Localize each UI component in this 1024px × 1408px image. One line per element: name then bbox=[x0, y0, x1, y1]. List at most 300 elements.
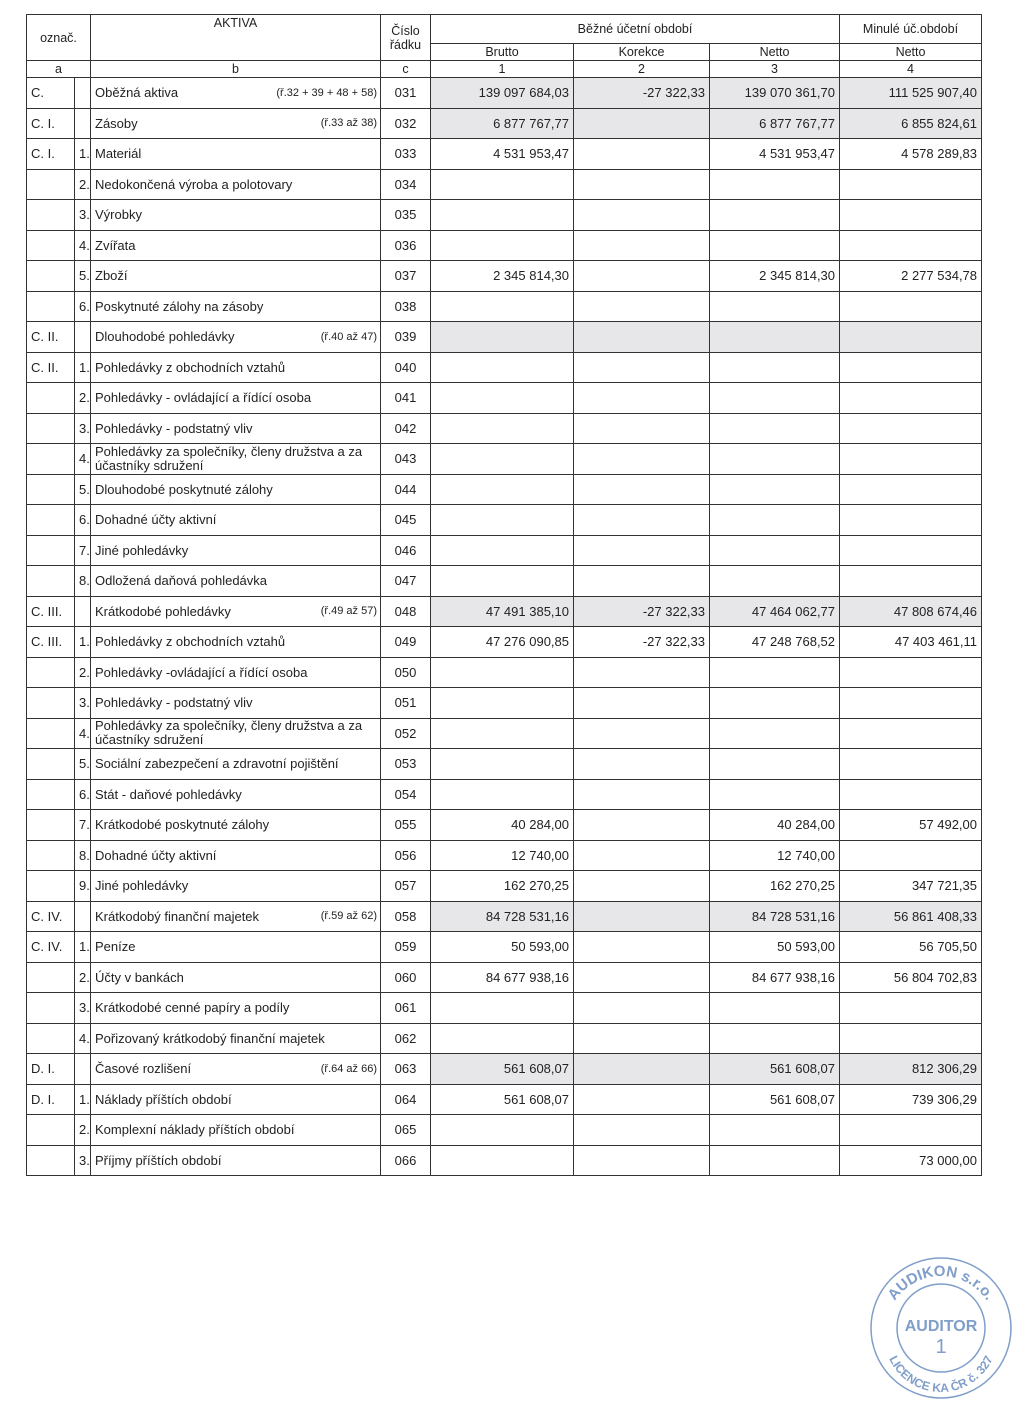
row-netto bbox=[710, 718, 840, 749]
table-row bbox=[27, 474, 982, 505]
svg-text:LICENCE KA ČR č. 327 bbox=[886, 1353, 996, 1395]
row-label-text: Dlouhodobé pohledávky bbox=[95, 329, 235, 345]
row-korekce bbox=[574, 1084, 710, 1115]
row-line-number: 039 bbox=[381, 322, 431, 353]
row-netto bbox=[710, 505, 840, 536]
table-row bbox=[27, 139, 982, 170]
table-row bbox=[27, 871, 982, 902]
row-brutto: 561 608,07 bbox=[431, 1084, 574, 1115]
row-label bbox=[91, 230, 381, 261]
row-netto-prev bbox=[840, 505, 982, 536]
row-netto-prev bbox=[840, 322, 982, 353]
row-index: 8. bbox=[75, 840, 91, 871]
row-code: C. III. bbox=[27, 627, 75, 658]
row-index: 5. bbox=[75, 261, 91, 292]
row-netto bbox=[710, 413, 840, 444]
table-row bbox=[27, 383, 982, 414]
row-korekce bbox=[574, 200, 710, 231]
row-index: 1. bbox=[75, 932, 91, 963]
row-netto: 162 270,25 bbox=[710, 871, 840, 902]
row-line-number: 035 bbox=[381, 200, 431, 231]
row-line-number: 057 bbox=[381, 871, 431, 902]
row-brutto: 47 276 090,85 bbox=[431, 627, 574, 658]
row-line-number: 066 bbox=[381, 1145, 431, 1176]
table-row bbox=[27, 810, 982, 841]
row-code: C. II. bbox=[27, 352, 75, 383]
row-line-number: 049 bbox=[381, 627, 431, 658]
row-netto bbox=[710, 291, 840, 322]
row-korekce bbox=[574, 840, 710, 871]
row-label bbox=[91, 352, 381, 383]
row-netto-prev bbox=[840, 200, 982, 231]
row-brutto: 2 345 814,30 bbox=[431, 261, 574, 292]
row-brutto bbox=[431, 535, 574, 566]
row-korekce bbox=[574, 1145, 710, 1176]
row-brutto bbox=[431, 291, 574, 322]
row-label-text: Pohledávky - ovládající a řídící osoba bbox=[95, 390, 312, 406]
row-brutto: 561 608,07 bbox=[431, 1054, 574, 1085]
row-label-text: Krátkodobé pohledávky bbox=[95, 603, 231, 619]
row-code bbox=[27, 474, 75, 505]
row-brutto bbox=[431, 1023, 574, 1054]
row-korekce bbox=[574, 1023, 710, 1054]
row-korekce bbox=[574, 932, 710, 963]
row-korekce bbox=[574, 688, 710, 719]
row-korekce bbox=[574, 810, 710, 841]
table-row bbox=[27, 230, 982, 261]
header-brutto: Brutto bbox=[431, 44, 574, 61]
row-index: 8. bbox=[75, 566, 91, 597]
header-col-b: b bbox=[91, 61, 381, 78]
row-netto-prev: 111 525 907,40 bbox=[840, 78, 982, 109]
table-row bbox=[27, 779, 982, 810]
row-label-text: Pohledávky z obchodních vztahů bbox=[95, 359, 286, 375]
row-brutto bbox=[431, 352, 574, 383]
header-cislo-radku: Číslo řádku bbox=[381, 15, 431, 61]
row-korekce bbox=[574, 718, 710, 749]
row-code bbox=[27, 749, 75, 780]
row-korekce bbox=[574, 444, 710, 475]
row-netto bbox=[710, 383, 840, 414]
row-code bbox=[27, 871, 75, 902]
row-label bbox=[91, 139, 381, 170]
row-code bbox=[27, 840, 75, 871]
header-col-3: 3 bbox=[710, 61, 840, 78]
row-brutto bbox=[431, 413, 574, 444]
row-netto-prev: 47 808 674,46 bbox=[840, 596, 982, 627]
row-index: 2. bbox=[75, 962, 91, 993]
row-netto-prev bbox=[840, 291, 982, 322]
table-row bbox=[27, 962, 982, 993]
row-netto-prev bbox=[840, 474, 982, 505]
table-row bbox=[27, 627, 982, 658]
row-code bbox=[27, 200, 75, 231]
row-brutto bbox=[431, 474, 574, 505]
row-label bbox=[91, 901, 381, 932]
row-label bbox=[91, 718, 381, 749]
row-index: 2. bbox=[75, 1115, 91, 1146]
row-label bbox=[91, 749, 381, 780]
row-brutto bbox=[431, 718, 574, 749]
row-korekce bbox=[574, 535, 710, 566]
row-korekce: -27 322,33 bbox=[574, 78, 710, 109]
row-korekce bbox=[574, 108, 710, 139]
row-brutto: 6 877 767,77 bbox=[431, 108, 574, 139]
table-row bbox=[27, 901, 982, 932]
row-label-text: Jiné pohledávky bbox=[95, 878, 189, 894]
header-korekce: Korekce bbox=[574, 44, 710, 61]
row-brutto: 84 728 531,16 bbox=[431, 901, 574, 932]
row-brutto bbox=[431, 688, 574, 719]
row-korekce bbox=[574, 657, 710, 688]
row-netto: 50 593,00 bbox=[710, 932, 840, 963]
row-index: 3. bbox=[75, 1145, 91, 1176]
row-code: C. II. bbox=[27, 322, 75, 353]
row-label bbox=[91, 383, 381, 414]
row-code: C. IV. bbox=[27, 932, 75, 963]
row-code bbox=[27, 718, 75, 749]
row-label-text: Pohledávky -ovládající a řídící osoba bbox=[95, 664, 308, 680]
row-label-text: Příjmy příštích období bbox=[95, 1152, 222, 1168]
row-line-number: 062 bbox=[381, 1023, 431, 1054]
header-oznac: označ. bbox=[27, 15, 91, 61]
row-index: 4. bbox=[75, 1023, 91, 1054]
row-label-text: Oběžná aktiva bbox=[95, 85, 179, 101]
row-netto-prev: 739 306,29 bbox=[840, 1084, 982, 1115]
row-line-number: 040 bbox=[381, 352, 431, 383]
row-label-text: Zásoby bbox=[95, 115, 138, 131]
header-col-4: 4 bbox=[840, 61, 982, 78]
row-korekce bbox=[574, 352, 710, 383]
row-korekce bbox=[574, 962, 710, 993]
row-index: 1. bbox=[75, 1084, 91, 1115]
aktiva-table bbox=[26, 14, 982, 1176]
row-line-number: 043 bbox=[381, 444, 431, 475]
row-line-number: 052 bbox=[381, 718, 431, 749]
row-netto: 47 248 768,52 bbox=[710, 627, 840, 658]
row-netto-prev bbox=[840, 230, 982, 261]
row-label-text: Zvířata bbox=[95, 237, 136, 253]
row-formula: (ř.59 až 62) bbox=[320, 910, 377, 923]
row-label-text: Pohledávky - podstatný vliv bbox=[95, 420, 253, 436]
row-label bbox=[91, 444, 381, 475]
row-code bbox=[27, 993, 75, 1024]
row-label-text: Stát - daňové pohledávky bbox=[95, 786, 242, 802]
row-netto bbox=[710, 1115, 840, 1146]
row-netto bbox=[710, 749, 840, 780]
row-korekce bbox=[574, 413, 710, 444]
row-korekce bbox=[574, 779, 710, 810]
row-code bbox=[27, 291, 75, 322]
row-label bbox=[91, 505, 381, 536]
row-label bbox=[91, 657, 381, 688]
row-brutto bbox=[431, 230, 574, 261]
row-netto: 6 877 767,77 bbox=[710, 108, 840, 139]
row-label bbox=[91, 261, 381, 292]
row-korekce bbox=[574, 474, 710, 505]
row-index: 9. bbox=[75, 871, 91, 902]
row-brutto bbox=[431, 566, 574, 597]
row-label-text: Náklady příštích období bbox=[95, 1091, 232, 1107]
table-row bbox=[27, 657, 982, 688]
row-korekce bbox=[574, 1054, 710, 1085]
header-col-a: a bbox=[27, 61, 91, 78]
row-formula: (ř.40 až 47) bbox=[320, 330, 377, 343]
row-korekce bbox=[574, 230, 710, 261]
row-label-text: Dohadné účty aktivní bbox=[95, 847, 217, 863]
row-index: 3. bbox=[75, 413, 91, 444]
row-line-number: 058 bbox=[381, 901, 431, 932]
row-label bbox=[91, 779, 381, 810]
row-label-text: Účty v bankách bbox=[95, 969, 184, 985]
row-label bbox=[91, 169, 381, 200]
row-netto-prev bbox=[840, 535, 982, 566]
row-label-text: Dohadné účty aktivní bbox=[95, 512, 217, 528]
row-netto-prev: 56 804 702,83 bbox=[840, 962, 982, 993]
row-line-number: 048 bbox=[381, 596, 431, 627]
row-index: 4. bbox=[75, 718, 91, 749]
row-korekce bbox=[574, 749, 710, 780]
row-label bbox=[91, 962, 381, 993]
row-code: D. I. bbox=[27, 1084, 75, 1115]
row-index: 5. bbox=[75, 749, 91, 780]
row-netto bbox=[710, 535, 840, 566]
table-row bbox=[27, 261, 982, 292]
row-brutto bbox=[431, 1145, 574, 1176]
row-label bbox=[91, 108, 381, 139]
row-index: 4. bbox=[75, 230, 91, 261]
row-netto: 2 345 814,30 bbox=[710, 261, 840, 292]
row-line-number: 051 bbox=[381, 688, 431, 719]
row-line-number: 053 bbox=[381, 749, 431, 780]
table-row bbox=[27, 932, 982, 963]
row-korekce bbox=[574, 139, 710, 170]
row-label bbox=[91, 993, 381, 1024]
row-line-number: 065 bbox=[381, 1115, 431, 1146]
row-brutto bbox=[431, 1115, 574, 1146]
row-korekce bbox=[574, 322, 710, 353]
row-line-number: 056 bbox=[381, 840, 431, 871]
table-row bbox=[27, 749, 982, 780]
row-netto-prev: 73 000,00 bbox=[840, 1145, 982, 1176]
row-code bbox=[27, 810, 75, 841]
row-line-number: 064 bbox=[381, 1084, 431, 1115]
row-label-text: Časové rozlišení bbox=[95, 1061, 192, 1077]
table-row bbox=[27, 993, 982, 1024]
row-label-text: Pohledávky za společníky, členy družstva a za účastníky sdružení bbox=[95, 443, 363, 473]
stamp-text: LICENCE KA ČR č. 327 bbox=[886, 1353, 996, 1396]
table-row bbox=[27, 718, 982, 749]
header-netto: Netto bbox=[710, 44, 840, 61]
table-row bbox=[27, 505, 982, 536]
row-code bbox=[27, 657, 75, 688]
table-row bbox=[27, 413, 982, 444]
row-label bbox=[91, 932, 381, 963]
row-netto-prev: 56 705,50 bbox=[840, 932, 982, 963]
row-label bbox=[91, 566, 381, 597]
row-line-number: 044 bbox=[381, 474, 431, 505]
table-row bbox=[27, 1145, 982, 1176]
row-code bbox=[27, 1115, 75, 1146]
row-code bbox=[27, 413, 75, 444]
row-label-text: Pořizovaný krátkodobý finanční majetek bbox=[95, 1030, 325, 1046]
row-code: C. IV. bbox=[27, 901, 75, 932]
row-code bbox=[27, 779, 75, 810]
row-index: 1. bbox=[75, 139, 91, 170]
row-line-number: 055 bbox=[381, 810, 431, 841]
table-row bbox=[27, 108, 982, 139]
row-brutto bbox=[431, 322, 574, 353]
row-netto: 84 728 531,16 bbox=[710, 901, 840, 932]
stamp-text: AUDIKON s.r.o. bbox=[884, 1262, 998, 1304]
row-label-text: Komplexní náklady příštích období bbox=[95, 1122, 295, 1138]
row-netto-prev bbox=[840, 169, 982, 200]
row-label bbox=[91, 322, 381, 353]
row-brutto bbox=[431, 169, 574, 200]
row-label bbox=[91, 78, 381, 109]
row-netto-prev bbox=[840, 688, 982, 719]
row-korekce bbox=[574, 291, 710, 322]
row-line-number: 061 bbox=[381, 993, 431, 1024]
row-brutto bbox=[431, 383, 574, 414]
svg-text:AUDIKON s.r.o. bbox=[884, 1263, 997, 1304]
table-header bbox=[27, 15, 982, 78]
row-index: 3. bbox=[75, 688, 91, 719]
row-line-number: 034 bbox=[381, 169, 431, 200]
row-index: 2. bbox=[75, 657, 91, 688]
table-row bbox=[27, 78, 982, 109]
row-netto bbox=[710, 474, 840, 505]
row-index: 2. bbox=[75, 383, 91, 414]
row-netto-prev: 47 403 461,11 bbox=[840, 627, 982, 658]
row-label bbox=[91, 596, 381, 627]
row-code bbox=[27, 962, 75, 993]
row-netto bbox=[710, 322, 840, 353]
balance-sheet bbox=[26, 14, 981, 1176]
row-label bbox=[91, 688, 381, 719]
row-netto bbox=[710, 688, 840, 719]
row-index: 7. bbox=[75, 810, 91, 841]
row-label-text: Krátkodobé cenné papíry a podíly bbox=[95, 1000, 290, 1016]
stamp-text: 1 bbox=[935, 1336, 947, 1358]
row-netto-prev bbox=[840, 413, 982, 444]
row-korekce bbox=[574, 505, 710, 536]
row-netto-prev bbox=[840, 718, 982, 749]
row-netto bbox=[710, 1145, 840, 1176]
row-line-number: 033 bbox=[381, 139, 431, 170]
row-line-number: 036 bbox=[381, 230, 431, 261]
row-netto: 4 531 953,47 bbox=[710, 139, 840, 170]
row-netto-prev: 4 578 289,83 bbox=[840, 139, 982, 170]
row-label bbox=[91, 1023, 381, 1054]
row-netto bbox=[710, 993, 840, 1024]
table-row bbox=[27, 1023, 982, 1054]
table-row bbox=[27, 566, 982, 597]
row-korekce: -27 322,33 bbox=[574, 596, 710, 627]
row-index bbox=[75, 322, 91, 353]
header-netto-prev: Netto bbox=[840, 44, 982, 61]
row-line-number: 060 bbox=[381, 962, 431, 993]
row-code bbox=[27, 444, 75, 475]
row-brutto: 84 677 938,16 bbox=[431, 962, 574, 993]
row-formula: (ř.49 až 57) bbox=[320, 605, 377, 618]
row-label bbox=[91, 413, 381, 444]
row-label bbox=[91, 627, 381, 658]
row-netto: 12 740,00 bbox=[710, 840, 840, 871]
row-netto bbox=[710, 566, 840, 597]
row-index: 1. bbox=[75, 627, 91, 658]
row-line-number: 031 bbox=[381, 78, 431, 109]
table-row bbox=[27, 352, 982, 383]
table-row bbox=[27, 1084, 982, 1115]
row-index bbox=[75, 78, 91, 109]
row-korekce bbox=[574, 383, 710, 414]
header-bezne-obdobi: Běžné účetní období bbox=[431, 15, 840, 44]
row-code bbox=[27, 1145, 75, 1176]
table-body bbox=[27, 78, 982, 1176]
row-netto bbox=[710, 444, 840, 475]
row-label bbox=[91, 810, 381, 841]
row-brutto bbox=[431, 993, 574, 1024]
row-label bbox=[91, 1115, 381, 1146]
table-row bbox=[27, 200, 982, 231]
header-minule-obdobi: Minulé úč.období bbox=[840, 15, 982, 44]
row-brutto bbox=[431, 444, 574, 475]
row-korekce bbox=[574, 566, 710, 597]
row-formula: (ř.64 až 66) bbox=[320, 1062, 377, 1075]
row-korekce bbox=[574, 1115, 710, 1146]
row-label-text: Pohledávky z obchodních vztahů bbox=[95, 634, 286, 650]
row-index bbox=[75, 108, 91, 139]
row-label bbox=[91, 840, 381, 871]
row-netto-prev bbox=[840, 383, 982, 414]
row-line-number: 059 bbox=[381, 932, 431, 963]
row-brutto: 40 284,00 bbox=[431, 810, 574, 841]
row-netto bbox=[710, 352, 840, 383]
row-line-number: 054 bbox=[381, 779, 431, 810]
row-korekce bbox=[574, 993, 710, 1024]
row-label bbox=[91, 1054, 381, 1085]
row-line-number: 037 bbox=[381, 261, 431, 292]
row-index: 7. bbox=[75, 535, 91, 566]
stamp-text: AUDITOR bbox=[904, 1318, 978, 1335]
row-netto-prev bbox=[840, 1023, 982, 1054]
table-row bbox=[27, 444, 982, 475]
row-netto bbox=[710, 230, 840, 261]
row-label-text: Zboží bbox=[95, 268, 128, 284]
row-line-number: 032 bbox=[381, 108, 431, 139]
row-netto bbox=[710, 657, 840, 688]
row-korekce bbox=[574, 169, 710, 200]
table-row bbox=[27, 322, 982, 353]
row-netto-prev bbox=[840, 566, 982, 597]
row-netto-prev: 56 861 408,33 bbox=[840, 901, 982, 932]
row-formula: (ř.32 + 39 + 48 + 58) bbox=[276, 86, 377, 99]
row-label bbox=[91, 1084, 381, 1115]
row-netto: 561 608,07 bbox=[710, 1054, 840, 1085]
row-index: 1. bbox=[75, 352, 91, 383]
row-netto: 84 677 938,16 bbox=[710, 962, 840, 993]
auditor-stamp bbox=[866, 1253, 1016, 1403]
row-label bbox=[91, 474, 381, 505]
row-line-number: 041 bbox=[381, 383, 431, 414]
row-index: 6. bbox=[75, 505, 91, 536]
row-label-text: Dlouhodobé poskytnuté zálohy bbox=[95, 481, 273, 497]
row-brutto bbox=[431, 749, 574, 780]
row-netto-prev bbox=[840, 444, 982, 475]
row-netto-prev bbox=[840, 352, 982, 383]
auditor-stamp-seal bbox=[866, 1253, 1016, 1403]
